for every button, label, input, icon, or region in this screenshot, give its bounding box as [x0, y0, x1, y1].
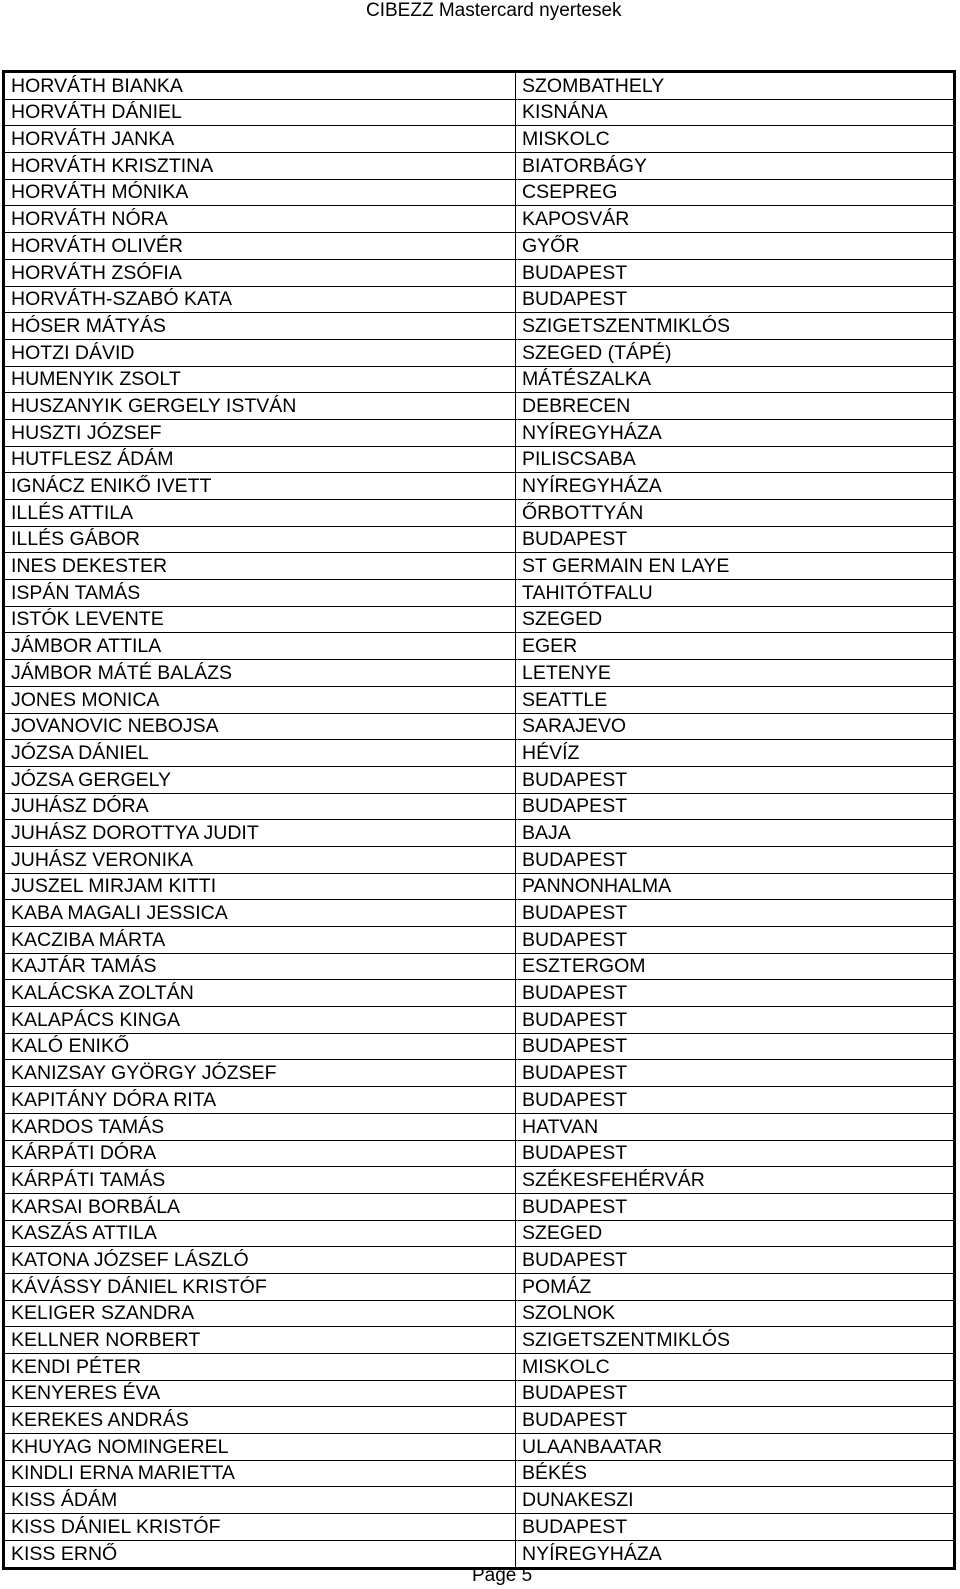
table-row: [5, 1140, 954, 1167]
table-row: [5, 633, 954, 660]
table-row: [5, 873, 954, 900]
table-row: [5, 846, 954, 873]
winner-city-cell: MISKOLC: [516, 1354, 954, 1381]
table-row: [5, 179, 954, 206]
winner-city-cell: ESZTERGOM: [516, 953, 954, 980]
winner-city-cell: SEATTLE: [516, 686, 954, 713]
winner-name-cell: HUTFLESZ ÁDÁM: [5, 446, 516, 473]
winner-name-cell: HORVÁTH OLIVÉR: [5, 233, 516, 260]
winner-city-cell: ULAANBAATAR: [516, 1434, 954, 1461]
table-row: [5, 1434, 954, 1461]
winner-city-cell: BUDAPEST: [516, 1247, 954, 1274]
winner-name-cell: KISS DÁNIEL KRISTÓF: [5, 1514, 516, 1541]
winner-city-cell: MÁTÉSZALKA: [516, 366, 954, 393]
table-row: [5, 1033, 954, 1060]
table-row: [5, 153, 954, 180]
winner-name-cell: JONES MONICA: [5, 686, 516, 713]
winner-name-cell: KATONA JÓZSEF LÁSZLÓ: [5, 1247, 516, 1274]
winner-name-cell: KINDLI ERNA MARIETTA: [5, 1460, 516, 1487]
table-row: [5, 953, 954, 980]
table-row: [5, 580, 954, 607]
table-row: [5, 1487, 954, 1514]
winner-city-cell: ST GERMAIN EN LAYE: [516, 553, 954, 580]
winner-city-cell: SARAJEVO: [516, 713, 954, 740]
winner-city-cell: SZOMBATHELY: [516, 73, 954, 100]
table-row: [5, 1273, 954, 1300]
winner-name-cell: HUSZANYIK GERGELY ISTVÁN: [5, 393, 516, 420]
winner-name-cell: JUHÁSZ VERONIKA: [5, 846, 516, 873]
table-row: [5, 766, 954, 793]
table-row: [5, 820, 954, 847]
winner-name-cell: KHUYAG NOMINGEREL: [5, 1434, 516, 1461]
page-number: Page 5: [472, 1565, 533, 1586]
winner-name-cell: JÁMBOR MÁTÉ BALÁZS: [5, 660, 516, 687]
winner-city-cell: BIATORBÁGY: [516, 153, 954, 180]
table-row: [5, 1460, 954, 1487]
winner-name-cell: KASZÁS ATTILA: [5, 1220, 516, 1247]
winner-name-cell: ILLÉS GÁBOR: [5, 526, 516, 553]
winner-name-cell: KARSAI BORBÁLA: [5, 1193, 516, 1220]
winner-name-cell: HÓSER MÁTYÁS: [5, 313, 516, 340]
winner-name-cell: HORVÁTH ZSÓFIA: [5, 259, 516, 286]
winner-city-cell: HÉVÍZ: [516, 740, 954, 767]
winner-city-cell: SZEGED: [516, 1220, 954, 1247]
winner-city-cell: BUDAPEST: [516, 1380, 954, 1407]
winner-city-cell: BUDAPEST: [516, 259, 954, 286]
winner-name-cell: KACZIBA MÁRTA: [5, 927, 516, 954]
winner-name-cell: KAJTÁR TAMÁS: [5, 953, 516, 980]
winner-city-cell: BUDAPEST: [516, 980, 954, 1007]
table-row: [5, 1300, 954, 1327]
winner-name-cell: KELLNER NORBERT: [5, 1327, 516, 1354]
winner-name-cell: KÁVÁSSY DÁNIEL KRISTÓF: [5, 1273, 516, 1300]
winner-name-cell: INES DEKESTER: [5, 553, 516, 580]
winner-city-cell: BUDAPEST: [516, 1140, 954, 1167]
winner-name-cell: JUHÁSZ DOROTTYA JUDIT: [5, 820, 516, 847]
winner-name-cell: JÓZSA GERGELY: [5, 766, 516, 793]
winner-city-cell: BUDAPEST: [516, 1060, 954, 1087]
table-row: [5, 286, 954, 313]
winner-city-cell: CSEPREG: [516, 179, 954, 206]
winner-city-cell: DUNAKESZI: [516, 1487, 954, 1514]
winner-city-cell: NYÍREGYHÁZA: [516, 419, 954, 446]
winner-city-cell: BÉKÉS: [516, 1460, 954, 1487]
winner-city-cell: BUDAPEST: [516, 1007, 954, 1034]
table-row: [5, 1167, 954, 1194]
table-row: [5, 259, 954, 286]
table-row: [5, 606, 954, 633]
winner-city-cell: KAPOSVÁR: [516, 206, 954, 233]
winner-name-cell: KARDOS TAMÁS: [5, 1113, 516, 1140]
table-row: [5, 793, 954, 820]
winner-name-cell: ISPÁN TAMÁS: [5, 580, 516, 607]
table-row: [5, 233, 954, 260]
winner-city-cell: BUDAPEST: [516, 1514, 954, 1541]
table-row: [5, 446, 954, 473]
winner-city-cell: BUDAPEST: [516, 900, 954, 927]
winner-city-cell: NYÍREGYHÁZA: [516, 1540, 954, 1567]
table-row: [5, 1540, 954, 1567]
winner-city-cell: BUDAPEST: [516, 766, 954, 793]
table-row: [5, 73, 954, 100]
table-row: [5, 1087, 954, 1114]
winner-city-cell: GYŐR: [516, 233, 954, 260]
winner-city-cell: LETENYE: [516, 660, 954, 687]
winner-city-cell: EGER: [516, 633, 954, 660]
table-row: [5, 740, 954, 767]
winner-city-cell: KISNÁNA: [516, 99, 954, 126]
table-row: [5, 1220, 954, 1247]
winner-city-cell: SZOLNOK: [516, 1300, 954, 1327]
winner-name-cell: HORVÁTH KRISZTINA: [5, 153, 516, 180]
winner-name-cell: JOVANOVIC NEBOJSA: [5, 713, 516, 740]
table-row: [5, 500, 954, 527]
table-row: [5, 927, 954, 954]
winner-name-cell: HORVÁTH NÓRA: [5, 206, 516, 233]
winner-name-cell: HORVÁTH BIANKA: [5, 73, 516, 100]
winner-name-cell: KISS ERNŐ: [5, 1540, 516, 1567]
winner-name-cell: HORVÁTH DÁNIEL: [5, 99, 516, 126]
table-row: [5, 99, 954, 126]
table-row: [5, 713, 954, 740]
winner-name-cell: KALÓ ENIKŐ: [5, 1033, 516, 1060]
winners-table-body: [5, 73, 954, 1568]
page-header-title: CIBEZZ Mastercard nyertesek: [366, 0, 622, 21]
winner-name-cell: KANIZSAY GYÖRGY JÓZSEF: [5, 1060, 516, 1087]
winner-city-cell: BUDAPEST: [516, 846, 954, 873]
table-row: [5, 206, 954, 233]
winner-city-cell: TAHITÓTFALU: [516, 580, 954, 607]
winner-name-cell: KÁRPÁTI TAMÁS: [5, 1167, 516, 1194]
winner-city-cell: HATVAN: [516, 1113, 954, 1140]
table-row: [5, 339, 954, 366]
winner-name-cell: KALÁCSKA ZOLTÁN: [5, 980, 516, 1007]
winner-city-cell: SZEGED: [516, 606, 954, 633]
winner-name-cell: KENDI PÉTER: [5, 1354, 516, 1381]
table-row: [5, 313, 954, 340]
winner-name-cell: HORVÁTH JANKA: [5, 126, 516, 153]
winner-name-cell: KAPITÁNY DÓRA RITA: [5, 1087, 516, 1114]
table-row: [5, 393, 954, 420]
table-row: [5, 419, 954, 446]
winner-name-cell: JUHÁSZ DÓRA: [5, 793, 516, 820]
winner-city-cell: POMÁZ: [516, 1273, 954, 1300]
table-row: [5, 900, 954, 927]
winner-city-cell: SZIGETSZENTMIKLÓS: [516, 1327, 954, 1354]
winner-name-cell: KELIGER SZANDRA: [5, 1300, 516, 1327]
table-row: [5, 1193, 954, 1220]
table-row: [5, 1327, 954, 1354]
winner-name-cell: HOTZI DÁVID: [5, 339, 516, 366]
winner-city-cell: SZÉKESFEHÉRVÁR: [516, 1167, 954, 1194]
winner-city-cell: BUDAPEST: [516, 927, 954, 954]
winner-name-cell: KENYERES ÉVA: [5, 1380, 516, 1407]
table-row: [5, 1247, 954, 1274]
table-row: [5, 980, 954, 1007]
table-row: [5, 473, 954, 500]
winner-name-cell: HUMENYIK ZSOLT: [5, 366, 516, 393]
winner-name-cell: ISTÓK LEVENTE: [5, 606, 516, 633]
winner-city-cell: BUDAPEST: [516, 286, 954, 313]
winner-name-cell: KALAPÁCS KINGA: [5, 1007, 516, 1034]
winner-name-cell: HORVÁTH-SZABÓ KATA: [5, 286, 516, 313]
table-row: [5, 1407, 954, 1434]
winner-name-cell: JÁMBOR ATTILA: [5, 633, 516, 660]
winner-city-cell: BUDAPEST: [516, 1033, 954, 1060]
winner-city-cell: PANNONHALMA: [516, 873, 954, 900]
winner-city-cell: BUDAPEST: [516, 1193, 954, 1220]
winner-name-cell: HUSZTI JÓZSEF: [5, 419, 516, 446]
winner-city-cell: BAJA: [516, 820, 954, 847]
winner-city-cell: BUDAPEST: [516, 526, 954, 553]
table-row: [5, 1514, 954, 1541]
winner-name-cell: JÓZSA DÁNIEL: [5, 740, 516, 767]
winner-name-cell: HORVÁTH MÓNIKA: [5, 179, 516, 206]
winner-city-cell: BUDAPEST: [516, 1407, 954, 1434]
table-row: [5, 366, 954, 393]
winner-city-cell: SZIGETSZENTMIKLÓS: [516, 313, 954, 340]
table-row: [5, 1113, 954, 1140]
winners-table: [2, 70, 956, 1570]
winner-name-cell: KÁRPÁTI DÓRA: [5, 1140, 516, 1167]
winner-city-cell: DEBRECEN: [516, 393, 954, 420]
winner-city-cell: SZEGED (TÁPÉ): [516, 339, 954, 366]
table-row: [5, 1380, 954, 1407]
winner-city-cell: BUDAPEST: [516, 1087, 954, 1114]
table-row: [5, 660, 954, 687]
winner-name-cell: IGNÁCZ ENIKŐ IVETT: [5, 473, 516, 500]
winner-name-cell: KABA MAGALI JESSICA: [5, 900, 516, 927]
table-row: [5, 1060, 954, 1087]
table-row: [5, 686, 954, 713]
table-row: [5, 1354, 954, 1381]
winner-name-cell: ILLÉS ATTILA: [5, 500, 516, 527]
table-row: [5, 526, 954, 553]
winner-city-cell: PILISCSABA: [516, 446, 954, 473]
winner-name-cell: KEREKES ANDRÁS: [5, 1407, 516, 1434]
winner-name-cell: JUSZEL MIRJAM KITTI: [5, 873, 516, 900]
winner-city-cell: BUDAPEST: [516, 793, 954, 820]
winner-city-cell: MISKOLC: [516, 126, 954, 153]
winner-city-cell: ŐRBOTTYÁN: [516, 500, 954, 527]
winner-name-cell: KISS ÁDÁM: [5, 1487, 516, 1514]
table-row: [5, 553, 954, 580]
table-row: [5, 1007, 954, 1034]
winner-city-cell: NYÍREGYHÁZA: [516, 473, 954, 500]
table-row: [5, 126, 954, 153]
